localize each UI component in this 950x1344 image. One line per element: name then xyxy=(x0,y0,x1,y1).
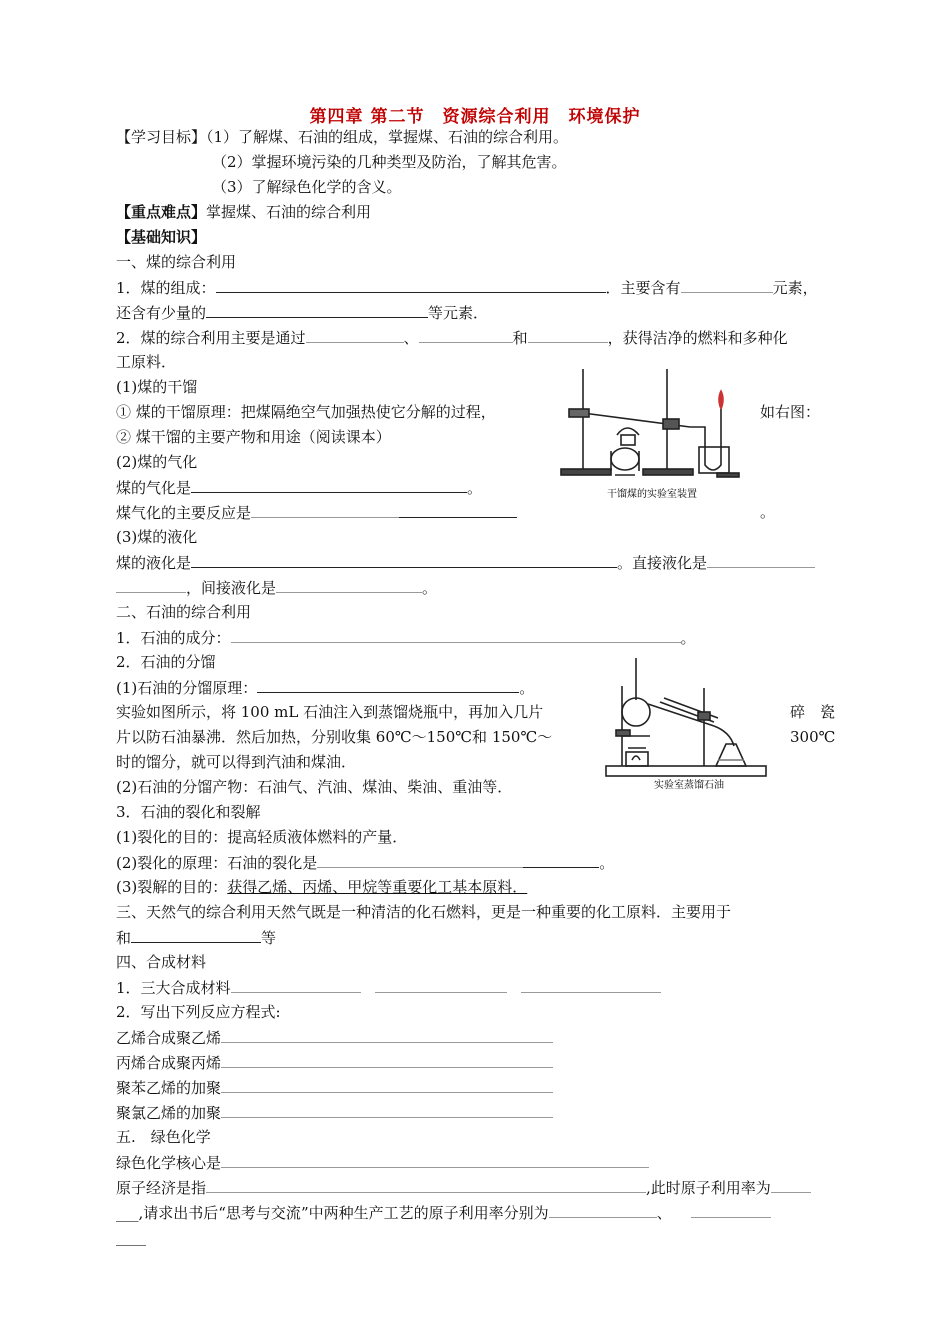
liq-l2e: 。 xyxy=(422,579,438,597)
s2-line-6: 时的馏分，就可以得到汽油和煤油． xyxy=(116,753,357,771)
liq-line-2 xyxy=(116,577,437,598)
s4-line-1 xyxy=(116,977,661,998)
petroleum-distillation-diagram xyxy=(604,652,774,792)
basics-label: 【基础知识】 xyxy=(116,228,207,246)
s2-line-7: (2)石油的分馏产物：石油气、汽油、煤油、柴油、重油等． xyxy=(116,778,513,796)
blank-material-2[interactable] xyxy=(375,977,507,993)
blank-use-2[interactable] xyxy=(419,327,513,343)
distill-figure-caption: 实验室蒸馏石油 xyxy=(654,780,724,791)
s2-line-2: 2．石油的分馏 xyxy=(116,653,216,671)
dry-line-1b: 如右图： xyxy=(760,403,821,421)
s4-line-2: 2．写出下列反应方程式: xyxy=(116,1003,281,1021)
liq-line-1 xyxy=(116,552,815,573)
s2-line-11 xyxy=(116,877,527,897)
blank-coal-elements[interactable] xyxy=(681,277,773,293)
s2-k2e: 。 xyxy=(599,854,615,872)
liq-l1b: 。直接液化是 xyxy=(617,554,708,572)
liq-l2b: ，间接液化是 xyxy=(186,579,277,597)
s3-l2b: 等 xyxy=(261,929,277,947)
s2-p1: (1)石油的分馏原理： xyxy=(116,679,258,697)
s5-g3a: ___,请求出书后“思考与交流”中两种生产工艺的原子利用率分别为 xyxy=(116,1204,549,1222)
gas-l1e: 。 xyxy=(467,479,483,497)
dry-distillation-figure xyxy=(555,365,750,507)
s2-line-4b: 碎 瓷 xyxy=(790,703,836,721)
blank-minor-elements[interactable] xyxy=(206,302,428,318)
s2-c1e: 。 xyxy=(680,629,696,647)
petroleum-distillation-figure xyxy=(604,652,774,792)
s2-heading: 二、石油的综合利用 xyxy=(116,603,252,621)
blank-direct-liq-2[interactable] xyxy=(116,577,186,593)
s2-line-5b: 300℃ xyxy=(790,728,836,746)
goal-item-2: （2）掌握环境污染的几种类型及防治，了解其危害。 xyxy=(212,153,567,171)
blank-gas-reaction-b[interactable] xyxy=(399,502,517,518)
blank-petroleum-composition[interactable] xyxy=(231,627,681,643)
s2-k3b: 获得乙烯、丙烯、甲烷等重要化工基本原料． xyxy=(227,878,528,896)
blank-reaction-2[interactable] xyxy=(221,1052,553,1068)
blank-atom-economy[interactable] xyxy=(206,1177,646,1193)
blank-cracking-a[interactable] xyxy=(317,852,523,868)
gas-heading: (2)煤的气化 xyxy=(116,453,198,471)
reaction-row-2 xyxy=(116,1052,553,1073)
s5-line-2 xyxy=(116,1177,811,1198)
blank-fractionation-principle[interactable] xyxy=(257,677,519,693)
blank-indirect-liq[interactable] xyxy=(276,577,422,593)
s2-line-3 xyxy=(116,677,534,698)
blank-rate-2[interactable] xyxy=(691,1202,771,1218)
s2-line-9: (1)裂化的目的：提高轻质液体燃料的产量． xyxy=(116,828,408,846)
s5-heading: 五. 绿色化学 xyxy=(116,1128,211,1146)
blank-liquefaction[interactable] xyxy=(191,552,617,568)
s1-heading: 一、煤的综合利用 xyxy=(116,253,237,271)
s5-line-1 xyxy=(116,1152,649,1173)
s4-m1: 1．三大合成材料 xyxy=(116,979,231,997)
s3-line-2 xyxy=(116,927,276,948)
s5-g3b: 、 xyxy=(656,1204,672,1222)
s2-line-5: 片以防石油暴沸．然后加热，分别收集 60℃～150℃和 150℃～ xyxy=(116,728,553,746)
key-text: 掌握煤、石油的综合利用 xyxy=(206,203,372,221)
blank-rate-1[interactable] xyxy=(549,1202,657,1218)
s5-g2a: 原子经济是指 xyxy=(116,1179,207,1197)
s2-line-10 xyxy=(116,852,614,873)
blank-material-3[interactable] xyxy=(521,977,661,993)
gas-line-1 xyxy=(116,477,482,498)
s5-line-3 xyxy=(116,1202,771,1223)
goals-line-1 xyxy=(116,127,568,147)
s1-l3b: 、 xyxy=(403,329,419,347)
blank-reaction-3[interactable] xyxy=(221,1077,553,1093)
dry-heading: (1)煤的干馏 xyxy=(116,378,198,396)
blank-direct-liq[interactable] xyxy=(707,552,815,568)
blank-atom-rate[interactable] xyxy=(771,1177,811,1193)
s2-k2: (2)裂化的原理：石油的裂化是 xyxy=(116,854,318,872)
dry-figure-caption: 干馏煤的实验室装置 xyxy=(607,489,697,500)
gas-l1: 煤的气化是 xyxy=(116,479,192,497)
liq-l1: 煤的液化是 xyxy=(116,554,192,572)
s3-line-1: 三、天然气的综合利用天然气既是一种清洁的化石燃料，更是一种重要的化工原料．主要用于 xyxy=(116,903,732,921)
blank-green-core[interactable] xyxy=(221,1152,649,1168)
reaction-label-2: 丙烯合成聚丙烯 xyxy=(116,1054,222,1072)
s1-line-4: 工原料． xyxy=(116,353,177,371)
s2-c1: 1．石油的成分： xyxy=(116,629,231,647)
reaction-row-4 xyxy=(116,1102,553,1123)
s1-l1b: ．主要含有 xyxy=(605,279,681,297)
s1-l3c: 和 xyxy=(512,329,528,347)
blank-gasification[interactable] xyxy=(191,477,467,493)
goal-item-3: （3）了解绿色化学的含义。 xyxy=(212,178,402,196)
s1-l1c: 元素， xyxy=(772,279,818,297)
blank-reaction-4[interactable] xyxy=(221,1102,553,1118)
key-label: 【重点难点】 xyxy=(116,203,207,221)
s2-line-4: 实验如图所示，将 100 mL 石油注入到蒸馏烧瓶中，再加入几片 xyxy=(116,703,544,721)
blank-reaction-1[interactable] xyxy=(221,1027,553,1043)
reaction-label-3: 聚苯乙烯的加聚 xyxy=(116,1079,222,1097)
s1-line-1 xyxy=(116,277,818,298)
s2-line-8: 3．石油的裂化和裂解 xyxy=(116,803,261,821)
blank-cracking-b[interactable] xyxy=(523,852,599,868)
s3-l2a: 和 xyxy=(116,929,132,947)
page-title: 第四章 第二节 资源综合利用 环境保护 xyxy=(309,107,641,127)
s1-line-3 xyxy=(116,327,788,348)
goals-label: 【学习目标】 xyxy=(116,128,207,146)
blank-use-3[interactable] xyxy=(528,327,608,343)
key-line xyxy=(116,202,371,222)
s4-heading: 四、合成材料 xyxy=(116,953,207,971)
s1-l2a: 还含有少量的 xyxy=(116,304,207,322)
dry-line-2: ② 煤干馏的主要产物和用途（阅读课本） xyxy=(116,428,391,446)
s1-l1a: 1．煤的组成： xyxy=(116,279,216,297)
s1-l2b: 等元素． xyxy=(428,304,489,322)
blank-use-1[interactable] xyxy=(306,327,404,343)
dry-line-1: ① 煤的干馏原理：把煤隔绝空气加强热使它分解的过程， xyxy=(116,403,496,421)
blank-gas-reaction-a[interactable] xyxy=(251,502,399,518)
blank-natural-gas-use[interactable] xyxy=(131,927,261,943)
dry-distillation-diagram xyxy=(555,365,750,507)
s1-line-2 xyxy=(116,302,488,323)
s5-line-4: ____ xyxy=(116,1228,146,1246)
s2-p1e: 。 xyxy=(519,679,535,697)
reaction-label-4: 聚氯乙烯的加聚 xyxy=(116,1104,222,1122)
gas-l2: 煤气化的主要反应是 xyxy=(116,504,252,522)
s2-line-1 xyxy=(116,627,696,648)
gas-line-2 xyxy=(116,502,517,523)
s1-l3d: ，获得洁净的燃料和多种化 xyxy=(607,329,788,347)
s2-k3a: (3)裂解的目的： xyxy=(116,878,228,896)
s1-l3a: 2．煤的综合利用主要是通过 xyxy=(116,329,306,347)
reaction-label-1: 乙烯合成聚乙烯 xyxy=(116,1029,222,1047)
reaction-row-1 xyxy=(116,1027,553,1048)
blank-material-1[interactable] xyxy=(231,977,361,993)
reaction-row-3 xyxy=(116,1077,553,1098)
blank-coal-composition[interactable] xyxy=(216,277,606,293)
s5-g2b: ,此时原子利用率为 xyxy=(646,1179,771,1197)
liq-heading: (3)煤的液化 xyxy=(116,528,198,546)
goal-item-1: （1）了解煤、石油的组成，掌握煤、石油的综合利用。 xyxy=(206,128,569,146)
s5-g1: 绿色化学核心是 xyxy=(116,1154,222,1172)
gas-line-2-end: 。 xyxy=(760,503,776,521)
